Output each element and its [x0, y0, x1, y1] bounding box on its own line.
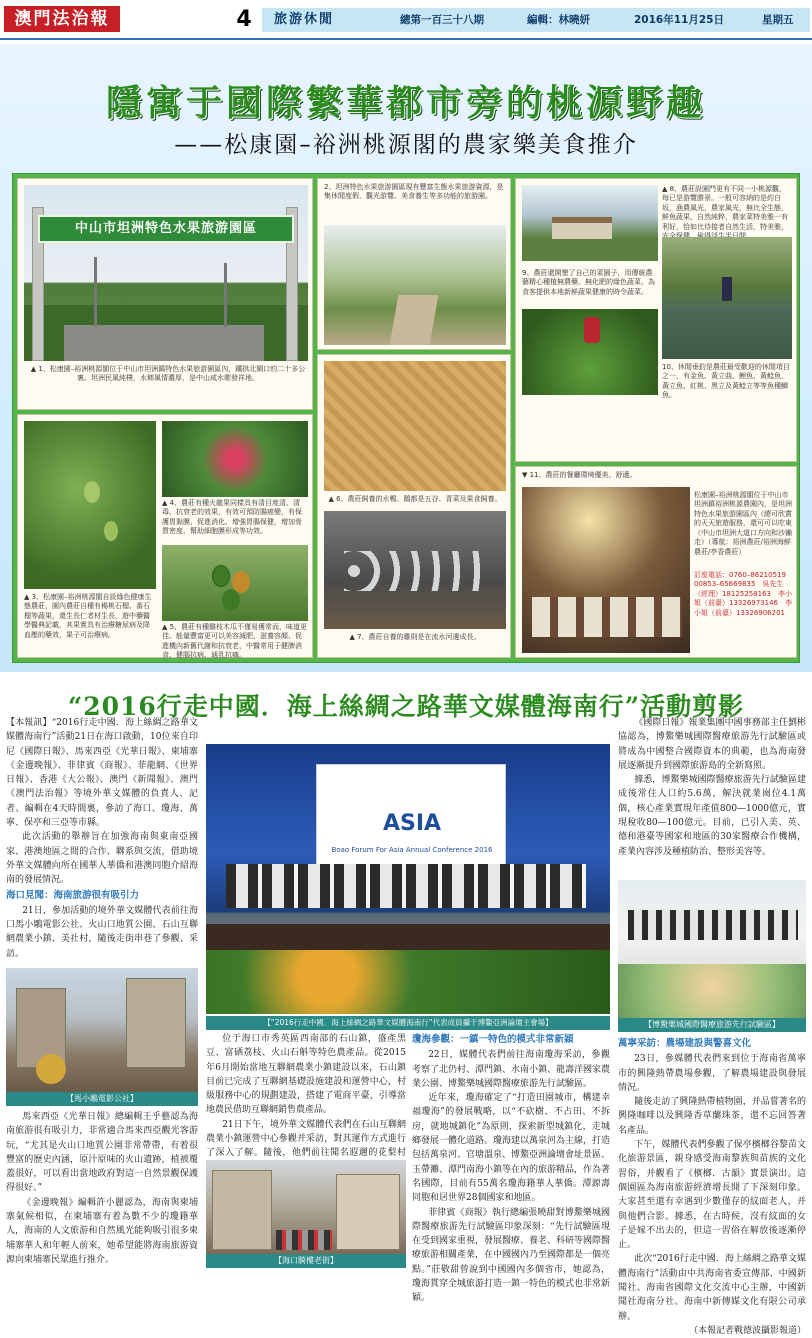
- boao-forum-photo: [206, 744, 610, 1014]
- paragraph: 此次活動的舉辦旨在加強海南與東南亞國家、港澳地區之間的合作、聯系與交流，借助境外華文媒體向所在國華人華僑和港澳同胞介紹海南的發展情況。: [6, 832, 198, 886]
- paragraph: 《金邊晚報》編輯許小麗認為，海南與柬埔寨氣候相似，在柬埔寨有着為數不少的瓊籍華人，海南的人文旅游和自然風光能夠吸引很多柬埔寨華人和年輕人前來，她希望能將海南旅游資源向柬埔寨民眾進行推介。: [6, 1197, 198, 1265]
- group-of-people: [226, 864, 586, 908]
- orchard-photo: [324, 225, 506, 345]
- caption-11: ▼ 11、農莊的餐廳環境優美、舒適。: [522, 471, 637, 479]
- photo-card-3: [17, 414, 313, 658]
- subheading: 海口見聞：海南旅游很有吸引力: [6, 889, 140, 901]
- page-number: 4: [236, 7, 252, 32]
- medical-zone-caption: 【博鰲樂城國際醫療旅游先行試驗區】: [618, 1018, 806, 1032]
- paragraph: 菲律賓《商報》執行總編張曉甜對博鰲樂城國際醫療旅游先行試驗區印象深刻：“先行試驗區現在受到國家重視，發展醫療、養老、科研等國際醫療旅游相關產業，在中國國內乃至國際都是一個亮點。”莊敬甜曾說到中國國內多個省市，她認為，瓊海貫穿全城旅游打造一鎮一特色的模式也非常新穎。: [412, 1207, 611, 1304]
- caption-9: 9、農莊還開墾了自己的菜園子，用傳統農藝精心種植無農藥、無化肥的綠色蔬菜，為食客提供本地新鮮蔬果健康的時令蔬菜。: [522, 269, 655, 296]
- byline: （本報記者戰德波攝影報道）: [688, 1325, 806, 1336]
- paragraph: 21日下午，境外華文媒體代表們在石山互聯網農業小鎮運營中心參觀并采訪，對其運作方式進行了深入了解。隨後，他們前往聞名遐邇的花梨村: [206, 1119, 406, 1159]
- issue-date: 2016年11月25日: [634, 14, 724, 26]
- film-studio-caption: 【馬小鵰電影公社】: [6, 1092, 198, 1106]
- guava-tree-photo: [24, 421, 156, 589]
- paragraph: 據悉，博鰲樂城國際醫療旅游先行試驗區建成後常住人口約5.6萬，解決就業崗位4.1萬個，核心產業實現年產值800—1000億元，實現稅收80—100億元。目前，已引入美、英、德和港臺等國家和地區的30家醫療合作機構，產業內容涉及種植防治、整形美容等。: [618, 775, 806, 857]
- editor-name: 編輯：林曉妍: [527, 14, 590, 26]
- article-column-4b: [618, 1036, 806, 1336]
- paragraph: 21日，參加活動的境外華文媒體代表前往海口馬小鵰電影公社、火山口地質公園、石山互聯網農業小鎮、美社村，隨後走街串巷了參觀、采訪。: [6, 905, 198, 959]
- section-name: 旅游休閒: [274, 12, 335, 27]
- caption-10: 10、休閒垂釣是農莊最受歡迎的休閒項目之一，有金魚、黃立曲、鯉魚、黃鯰魚、黃立魚、紅桃、黑立及黃鯰立等等魚種鯽魚。: [662, 363, 790, 400]
- medical-zone-model-photo: [618, 880, 806, 1018]
- arcade-street-caption: 【海口騎樓老街】: [206, 1254, 406, 1268]
- dragonfruit-photo: [162, 421, 308, 497]
- paragraph: 位于海口市秀英區西南部的石山鎮，盛產黑豆、富硒荔枝、火山石斛等特色農產品。從2015年6月開始當地互聯網農業小鎮建設以來，石山鎮目前已完成了互聯網基礎設施建設和運營中心，村級服務中心的規劃建設，搭建了電商平臺，引導當地農民借助互聯網銷售農產品。: [206, 1034, 406, 1116]
- vegetable-garden-photo: [522, 309, 658, 395]
- article-column-2: [206, 1032, 406, 1162]
- paragraph: 【本報訊】“2016行走中國．海上絲綢之路華文媒體海南行”活動21日在海口啟動，10位來自印尼《國際日報》、馬來西亞《光華日報》、柬埔寨《金邊晚報》、菲律賓《商報》、菲龍網、《世界日報》、香港《大公報》、澳門《新聞報》、澳門《澳門法治報》等境外華文媒體的負責人、記者、編輯在4天時間裏，參訪了海口、瓊海、萬寧、保亭和三亞等市縣。: [6, 718, 198, 829]
- caption-6: ▲ 6、農莊飼養的水鴨、鵝都是五谷、青菜及果食飼養。: [328, 495, 502, 503]
- park-sign: 中山市坦洲特色水果旅游園區: [38, 215, 294, 243]
- village-photo: [522, 185, 658, 261]
- feature-subtitle: ——松康園–裕洲桃源閣的農家樂美食推介: [174, 132, 638, 158]
- forum-banner: Boao Forum For Asia Annual Conference 2016: [331, 846, 493, 854]
- film-studio-photo: [6, 968, 198, 1092]
- paragraph: 23日，參媒體代表們來到位于海南省萬寧市的興隆熱帶農場參觀，了解農場建設與發展情況。: [618, 1054, 806, 1093]
- fishing-pond-photo: [662, 237, 792, 359]
- article-column-1: [6, 716, 198, 966]
- photo-card-5: [515, 178, 797, 462]
- subheading: 萬寧采訪：農場建設與警喜文化: [618, 1038, 752, 1049]
- info-text: 松康園–裕洲桃源閣位于中山市坦洲鎮裕洲桃源農園內，是坦洲特色水果旅游園區內（總可欣賞的天天旅遊服務，還可可以吃東（中山市坦洲大道口方向和沙獺走）（導航：裕洲農莊/裕洲海鮮農莊/亭香農莊）: [694, 491, 792, 556]
- restaurant-photo: [522, 487, 690, 653]
- header-divider: [0, 38, 812, 40]
- paragraph: 近年來，瓊海確定了“打造田園城市，構建幸福瓊海”的發展戰略，以“不砍樹、不占田、不拆房，就地城鎮化”為原則，探索新型城鎮化，走城鄉發展一體化道路。瓊海建以萬泉河為主線，打造包括萬泉河、官塘溫泉、博鰲亞洲論壇會址景區、玉帶灘、潭門南海小鎮等在內的旅游精品，作為著名國際，目前有55萬名瓊海籍華人華僑。潭源壽同胞和居世界28個國家和地區。: [412, 1093, 611, 1204]
- caption-8: ▲ 8、農莊設園門更有不同一小桃源觀，每已是游覽勝景。一般可容納的是約白坂，漁農風光，農家風光，無比全生態，鮮魚蔬果，自然純粹，農家菜特美雅一有利好，恰如比待接者自然生活，特美雅，: [662, 185, 788, 231]
- chickens-photo: [324, 361, 506, 491]
- issue-weekday: 星期五: [762, 14, 794, 26]
- subheading: 瓊海參觀：一鎮一特色的模式非常新穎: [412, 1034, 574, 1045]
- forum-logo: ASIA: [382, 811, 442, 836]
- article-column-4: [618, 716, 806, 876]
- paragraph: 隨後走訪了興隆熱帶植物園，并品嘗著名的興隆咖啡以及興隆香草蘭珠茶，還不忘回答著名產品。: [618, 1097, 806, 1136]
- paragraph: 馬來西亞《光華日報》總編輯王乎藝認為海南旅游很有吸引力，非常適合馬來西亞觀光客游玩，“尤其是火山口地質公園非常帶帶，有着很豐富的歷史內涵，原汁原味的火山遺跡，植被覆蓋很好，可以看出當地政府對這一自然景觀保護得很好。”: [6, 1112, 198, 1194]
- feature-title: 隱寓于國際繁華都市旁的桃源野趣: [105, 82, 706, 124]
- photo-card-4: [317, 354, 511, 658]
- papaya-photo: [162, 545, 308, 621]
- photo-card-1: [17, 178, 313, 410]
- caption-7: ▲ 7、農莊自養的雞則是在流水河邊成長。: [349, 633, 481, 641]
- newspaper-logo: 澳門法治報: [4, 6, 120, 32]
- caption-3: ▲ 3、松康園–裕洲桃源閣自設綠色健康生態農莊，園內農莊自種有楊桃石榴、番石榴等蔬果，還生長仁者材生長，遊中藥醫學醫典記載，其果實具有治療糖尿病及降血壓的藥效，果子可治療病。: [24, 593, 152, 639]
- geese-photo: [324, 511, 506, 629]
- forum-caption: 【“2016行走中國．海上絲綢之路華文媒體海南行”代表成員攝于博鰲亞洲論壇主會場】: [206, 1016, 610, 1030]
- gateway-photo: [24, 185, 308, 361]
- caption-5: ▲ 5、農莊有種雞枝木瓜不僅易獲常而，味道更佳。能量豐富更可以美容減肥、滋養容顏、促進機內新舊代謝和抗衰老，中醫常用于健脾消食、健腦抗病、通乳抗痛。: [162, 623, 308, 660]
- paragraph: 下午，媒體代表們參觀了保亭檳榔谷黎苗文化旅游景區，親身感受海南黎族與苗族的文化習俗，并觀看了《檳榔．古韻》實景演出。這個園區為海南旅游經濟增長開了下深刻印象。大家甚至還有幸遇到少數僅存的紋面老人，并與他們合影。據悉，在古時候，沒有紋面的女子是嫁不出去的，但這一習俗在解放後逐漸停止。: [618, 1140, 806, 1251]
- photo-card-6: [515, 466, 797, 658]
- photo-panel: [12, 173, 800, 663]
- paragraph: 22日，媒體代表們前往海南瓊海采訪，參觀考察了北仍村、潭門鎮、水南小鎮、龍壽洋國家農業公園、博鰲樂城國際醫療旅游先行試驗區。: [412, 1050, 611, 1089]
- article-title: “2016行走中國．海上絲綢之路華文媒體海南行”活動剪影: [67, 692, 745, 721]
- article-column-3: [412, 1032, 611, 1304]
- article-column-1b: [6, 1110, 198, 1276]
- arcade-street-photo: [206, 1160, 406, 1254]
- caption-2: 2、坦洲特色水果旅游園區現有豐富生態水果旅游資源，是集休閒度假、觀光游覽、美食養生等多功能的旅游園。: [324, 183, 504, 201]
- contact-info: 訂座電話：0760–86210519 00853–65669835 吳先生（經理）18125258163 李小姐（前臺）13326973146 李小姐（前臺）13326906201: [694, 571, 793, 617]
- header-bar: [262, 8, 810, 32]
- caption-4: ▲ 4、農莊有種火龍果同樣具有清目度清、清毒、抗衰老的效果，有效可預防腸癌變，有保護胃黏膜、促進消化、增強胃腸保健，增加骨質密度，幫助細胞膜形成等功效。: [162, 499, 302, 536]
- photo-card-2: [317, 178, 511, 350]
- paragraph: 《國際日報》報業集團中國事務部主任劉彬協認為，博鰲樂城國際醫療旅游先行試驗區或將成為中國整合國際資本的典範，也為海南發展逐漸提升到國際旅游島的全新寫照。: [618, 718, 806, 771]
- issue-number: 總第一百三十八期: [400, 14, 484, 26]
- paragraph: 此次“2016行走中國．海上絲綢之路華文媒體海南行”活動由中共海南省委宣傳部、中國新聞社、海南省國際文化交流中心主辦，中國新聞社海南分社、海南中新傳媒文化有限公司承辦。: [618, 1254, 806, 1322]
- caption-1: ▲ 1、松康園–裕洲桃源閣位于中山市坦洲鎮特色水果旅游園區內，鐵拱北閘口約二十多公裏。坦洲民風純樸，水鄉風情濃厚，是中山咸水歌發祥地。: [30, 365, 306, 383]
